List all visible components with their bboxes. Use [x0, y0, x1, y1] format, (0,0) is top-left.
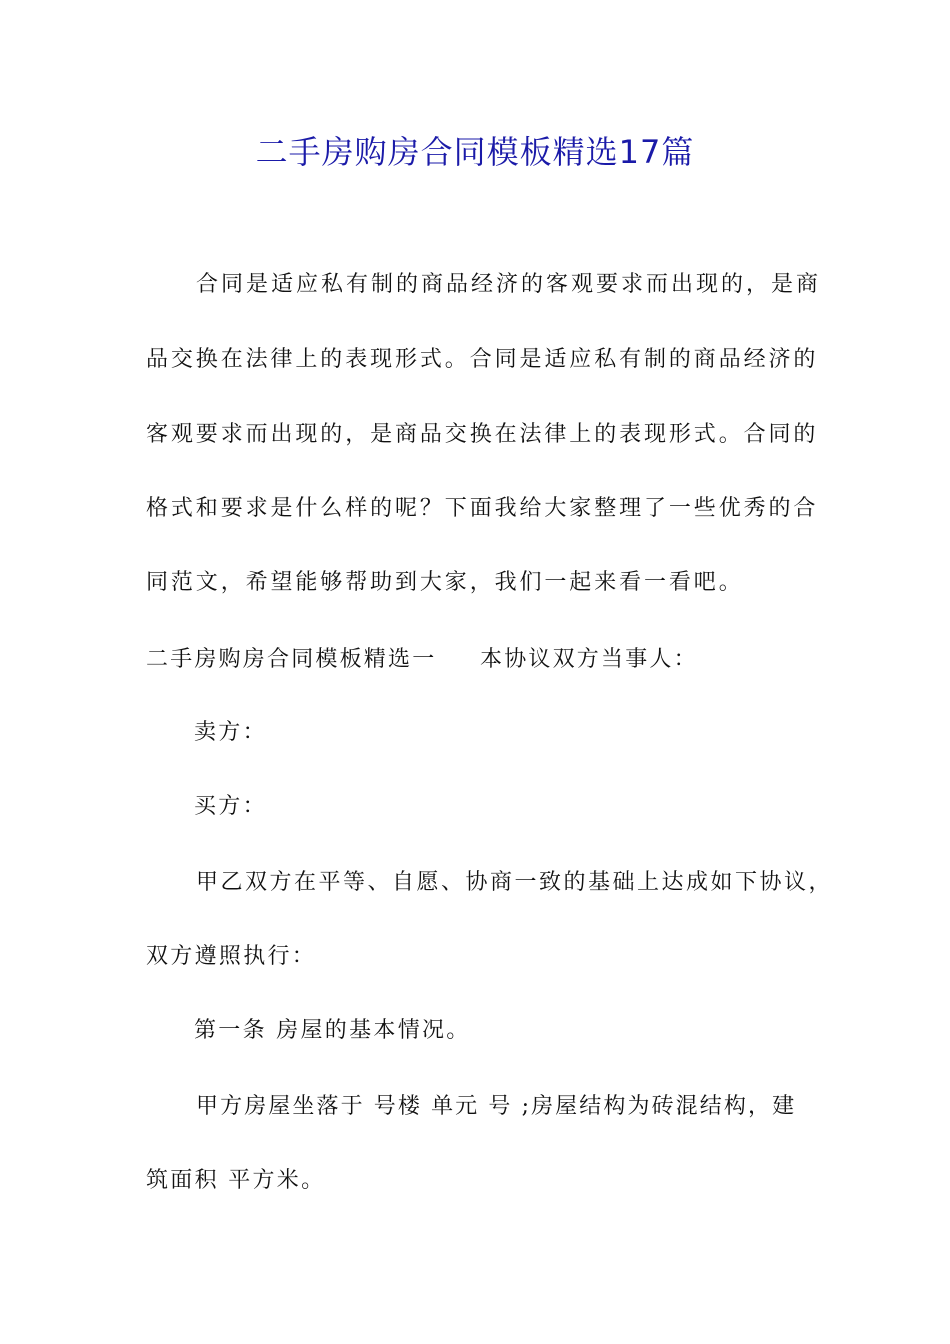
- agreement-line-2: 双方遵照执行：: [146, 944, 317, 969]
- agreement-line-1: 甲乙双方在平等、自愿、协商一致的基础上达成如下协议，: [196, 870, 834, 895]
- article-1-line-1: 甲方房屋坐落于 号楼 单元 号 ;房屋结构为砖混结构，建: [196, 1094, 797, 1119]
- intro-line-1: 合同是适应私有制的商品经济的客观要求而出现的，是商: [196, 272, 822, 297]
- article-1-title: 第一条 房屋的基本情况。: [194, 1018, 471, 1043]
- document-title: 二手房购房合同模板精选17篇: [255, 133, 695, 171]
- seller-label: 卖方：: [194, 720, 267, 745]
- article-1-line-2: 筑面积 平方米。: [146, 1168, 326, 1193]
- intro-line-3: 客观要求而出现的，是商品交换在法律上的表现形式。合同的: [146, 422, 819, 447]
- section-heading: 二手房购房合同模板精选一: [146, 647, 437, 672]
- intro-line-2: 品交换在法律上的表现形式。合同是适应私有制的商品经济的: [146, 347, 819, 372]
- intro-line-5: 同范文，希望能够帮助到大家，我们一起来看一看吧。: [146, 570, 744, 595]
- intro-line-4: 格式和要求是什么样的呢？下面我给大家整理了一些优秀的合: [146, 496, 819, 521]
- buyer-label: 买方：: [194, 794, 267, 819]
- section-intro: 本协议双方当事人：: [480, 647, 698, 672]
